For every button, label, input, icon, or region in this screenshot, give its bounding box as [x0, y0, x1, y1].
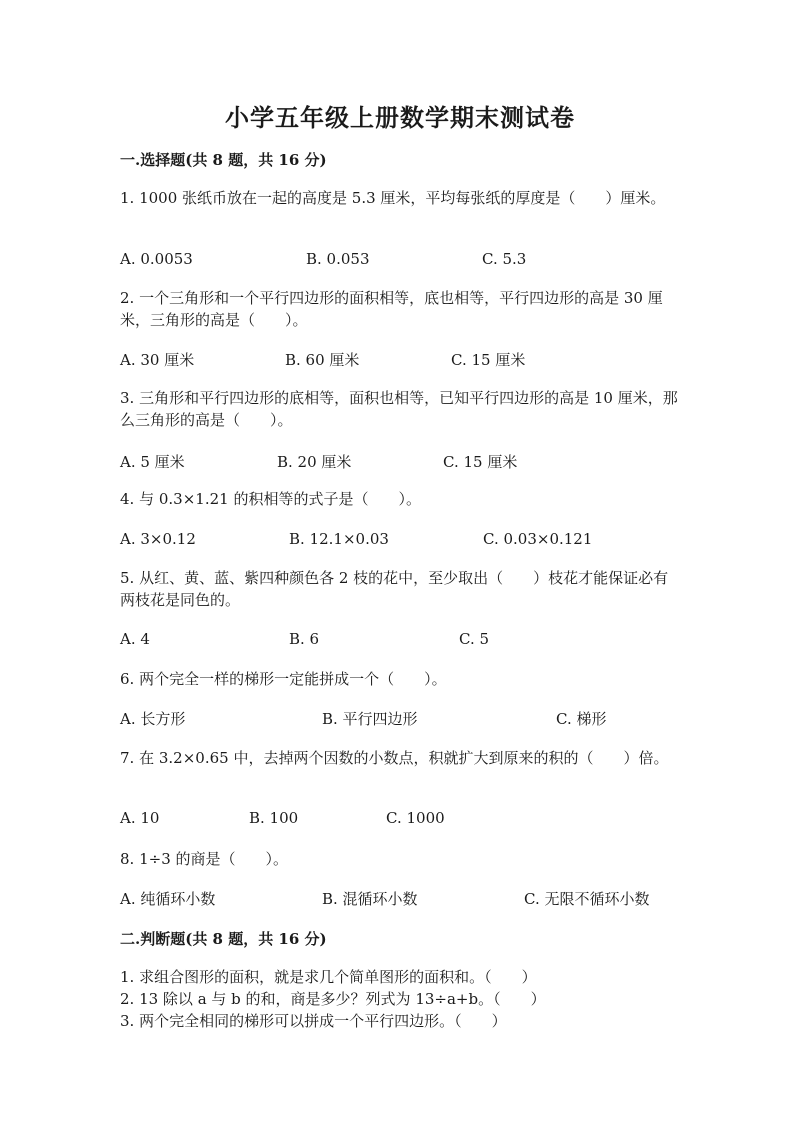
option-2a: A. 30 厘米	[120, 351, 195, 369]
option-6c: C. 梯形	[556, 710, 607, 728]
option-7a: A. 10	[120, 809, 160, 827]
question-5: 5. 从红、黄、蓝、紫四种颜色各 2 枝的花中，至少取出（ ）枝花才能保证必有两枝花是同色的。	[120, 569, 669, 609]
option-1a: A. 0.0053	[120, 250, 193, 268]
option-1c: C. 5.3	[482, 250, 527, 268]
page-title: 小学五年级上册数学期末测试卷	[225, 103, 575, 132]
option-2c: C. 15 厘米	[451, 351, 526, 369]
option-5a: A. 4	[120, 630, 150, 648]
judgement-item-3: 3. 两个完全相同的梯形可以拼成一个平行四边形。（ ）	[120, 1012, 507, 1030]
option-3c: C. 15 厘米	[443, 453, 518, 471]
question-3: 3. 三角形和平行四边形的底相等，面积也相等，已知平行四边形的高是 10 厘米，那么三角形的高是（ ）。	[120, 389, 678, 429]
option-5b: B. 6	[289, 630, 320, 648]
option-4c: C. 0.03×0.121	[483, 530, 593, 548]
judgement-item-2: 2. 13 除以 a 与 b 的和，商是多少？列式为 13÷a+b。（ ）	[120, 990, 546, 1008]
option-2b: B. 60 厘米	[285, 351, 360, 369]
section-heading-choice: 一.选择题(共 8 题，共 16 分)	[120, 151, 327, 169]
option-4b: B. 12.1×0.03	[289, 530, 389, 548]
option-1b: B. 0.053	[306, 250, 370, 268]
question-6: 6. 两个完全一样的梯形一定能拼成一个（ ）。	[120, 670, 447, 688]
option-8b: B. 混循环小数	[322, 890, 418, 908]
option-5c: C. 5	[459, 630, 490, 648]
question-4: 4. 与 0.3×1.21 的积相等的式子是（ ）。	[120, 490, 421, 508]
question-8: 8. 1÷3 的商是（ ）。	[120, 850, 289, 868]
judgement-item-1: 1. 求组合图形的面积，就是求几个简单图形的面积和。（ ）	[120, 968, 537, 986]
question-1: 1. 1000 张纸币放在一起的高度是 5.3 厘米，平均每张纸的厚度是（ ）厘米。	[120, 189, 666, 207]
option-8c: C. 无限不循环小数	[524, 890, 650, 908]
option-8a: A. 纯循环小数	[120, 890, 216, 908]
option-3a: A. 5 厘米	[120, 453, 185, 471]
option-4a: A. 3×0.12	[120, 530, 196, 548]
option-7b: B. 100	[249, 809, 299, 827]
option-6b: B. 平行四边形	[322, 710, 418, 728]
option-7c: C. 1000	[386, 809, 445, 827]
question-7: 7. 在 3.2×0.65 中，去掉两个因数的小数点，积就扩大到原来的积的（ ）倍。	[120, 749, 669, 767]
option-3b: B. 20 厘米	[277, 453, 352, 471]
option-6a: A. 长方形	[120, 710, 186, 728]
section-heading-judgement: 二.判断题(共 8 题，共 16 分)	[120, 930, 327, 948]
question-2: 2. 一个三角形和一个平行四边形的面积相等，底也相等，平行四边形的高是 30 厘米，三角形的高是（ ）。	[120, 289, 663, 329]
